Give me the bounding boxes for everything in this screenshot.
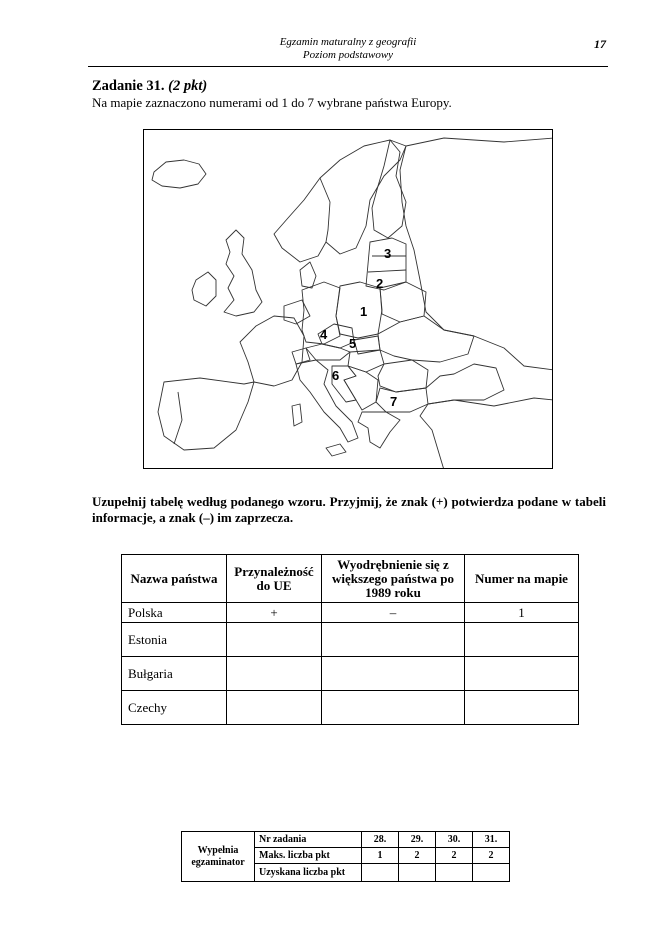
row-eu-cell[interactable] bbox=[227, 657, 322, 691]
row-eu-cell[interactable] bbox=[227, 691, 322, 725]
row-eu-cell[interactable] bbox=[227, 623, 322, 657]
map-label-1: 1 bbox=[360, 304, 368, 319]
britain-outline bbox=[224, 230, 262, 316]
denmark-outline bbox=[300, 262, 316, 288]
row-separation-cell[interactable] bbox=[322, 691, 465, 725]
iceland-outline bbox=[152, 160, 206, 188]
benelux-outline bbox=[284, 300, 310, 324]
map-label-4: 4 bbox=[320, 327, 328, 342]
row-separation-cell[interactable] bbox=[322, 623, 465, 657]
task-instruction: Uzupełnij tabelę według podanego wzoru. Przyjmij, że znak (+) potwierdza podane w tabeli informacje, a znak (–) im zaprzecza. bbox=[92, 494, 606, 525]
table-row bbox=[122, 691, 579, 725]
examiner-table bbox=[181, 831, 510, 882]
map-label-7: 7 bbox=[390, 394, 398, 409]
obtained-points-cell[interactable] bbox=[362, 864, 399, 882]
task-number-cell: 29. bbox=[399, 832, 436, 848]
answer-table-header bbox=[122, 555, 579, 603]
task-number: Zadanie 31. bbox=[92, 78, 165, 94]
task-title bbox=[92, 78, 207, 95]
greece-outline bbox=[358, 412, 400, 448]
sardinia-outline bbox=[292, 404, 302, 426]
serbia-bosnia-outline bbox=[344, 366, 378, 410]
row-eu-cell: + bbox=[227, 603, 322, 623]
row-map-number-cell[interactable] bbox=[465, 623, 579, 657]
table-row bbox=[122, 657, 579, 691]
sicily-outline bbox=[326, 444, 346, 456]
map-label-5: 5 bbox=[349, 336, 357, 351]
header-map-number: Numer na mapie bbox=[465, 555, 579, 603]
norway-sweden-border bbox=[320, 178, 330, 242]
task-number-cell: 30. bbox=[436, 832, 473, 848]
task-intro: Na mapie zaznaczono numerami od 1 do 7 wybrane państwa Europy. bbox=[92, 95, 452, 110]
row-map-number-cell[interactable] bbox=[465, 691, 579, 725]
black-sea-coast bbox=[426, 364, 504, 404]
max-points-cell: 2 bbox=[473, 848, 510, 864]
hungary-outline bbox=[348, 350, 384, 372]
map-label-2: 2 bbox=[376, 276, 384, 291]
table-row bbox=[122, 603, 579, 623]
examiner-row-label: Nr zadania bbox=[255, 832, 362, 848]
header-country: Nazwa państwa bbox=[122, 555, 227, 603]
task-number-cell: 28. bbox=[362, 832, 399, 848]
belarus-outline bbox=[380, 282, 426, 322]
row-separation-cell: – bbox=[322, 603, 465, 623]
examiner-label: Wypełnia egzaminator bbox=[182, 832, 255, 882]
ukraine-outline bbox=[378, 316, 474, 362]
examiner-row-label: Uzyskana liczba pkt bbox=[255, 864, 362, 882]
row-separation-cell[interactable] bbox=[322, 657, 465, 691]
header-titles bbox=[88, 36, 608, 62]
exam-level: Poziom podstawowy bbox=[302, 49, 394, 61]
latvia-lithuania-border bbox=[368, 270, 406, 272]
row-map-number-cell: 1 bbox=[465, 603, 579, 623]
page-number: 17 bbox=[594, 37, 606, 51]
task-number-cell: 31. bbox=[473, 832, 510, 848]
turkey-outline bbox=[420, 398, 553, 469]
row-country: Czechy bbox=[122, 691, 227, 725]
row-country: Estonia bbox=[122, 623, 227, 657]
iberia-outline bbox=[158, 378, 254, 450]
bulgaria-outline bbox=[376, 388, 428, 412]
europe-map-svg bbox=[144, 130, 553, 469]
header-eu: Przynależność do UE bbox=[227, 555, 322, 603]
row-country: Bułgaria bbox=[122, 657, 227, 691]
map-label-3: 3 bbox=[384, 246, 392, 261]
spain-portugal-border bbox=[174, 392, 182, 444]
ireland-outline bbox=[192, 272, 216, 306]
europe-map bbox=[143, 129, 553, 469]
max-points-cell: 2 bbox=[436, 848, 473, 864]
max-points-cell: 2 bbox=[399, 848, 436, 864]
romania-outline bbox=[378, 360, 428, 392]
italy-outline bbox=[296, 360, 358, 442]
page-header bbox=[88, 36, 608, 67]
obtained-points-cell[interactable] bbox=[399, 864, 436, 882]
task-points: (2 pkt) bbox=[168, 78, 208, 94]
max-points-cell: 1 bbox=[362, 848, 399, 864]
obtained-points-cell[interactable] bbox=[436, 864, 473, 882]
exam-title: Egzamin maturalny z geografii bbox=[279, 36, 417, 48]
map-label-6: 6 bbox=[332, 368, 340, 383]
row-map-number-cell[interactable] bbox=[465, 657, 579, 691]
russia-outline bbox=[400, 138, 553, 370]
obtained-points-cell[interactable] bbox=[473, 864, 510, 882]
table-row bbox=[122, 623, 579, 657]
answer-table bbox=[121, 554, 579, 725]
examiner-row-task bbox=[182, 832, 510, 848]
header-separation: Wyodrębnienie się z większego państwa po 1989 roku bbox=[322, 555, 465, 603]
row-country: Polska bbox=[122, 603, 227, 623]
examiner-row-label: Maks. liczba pkt bbox=[255, 848, 362, 864]
